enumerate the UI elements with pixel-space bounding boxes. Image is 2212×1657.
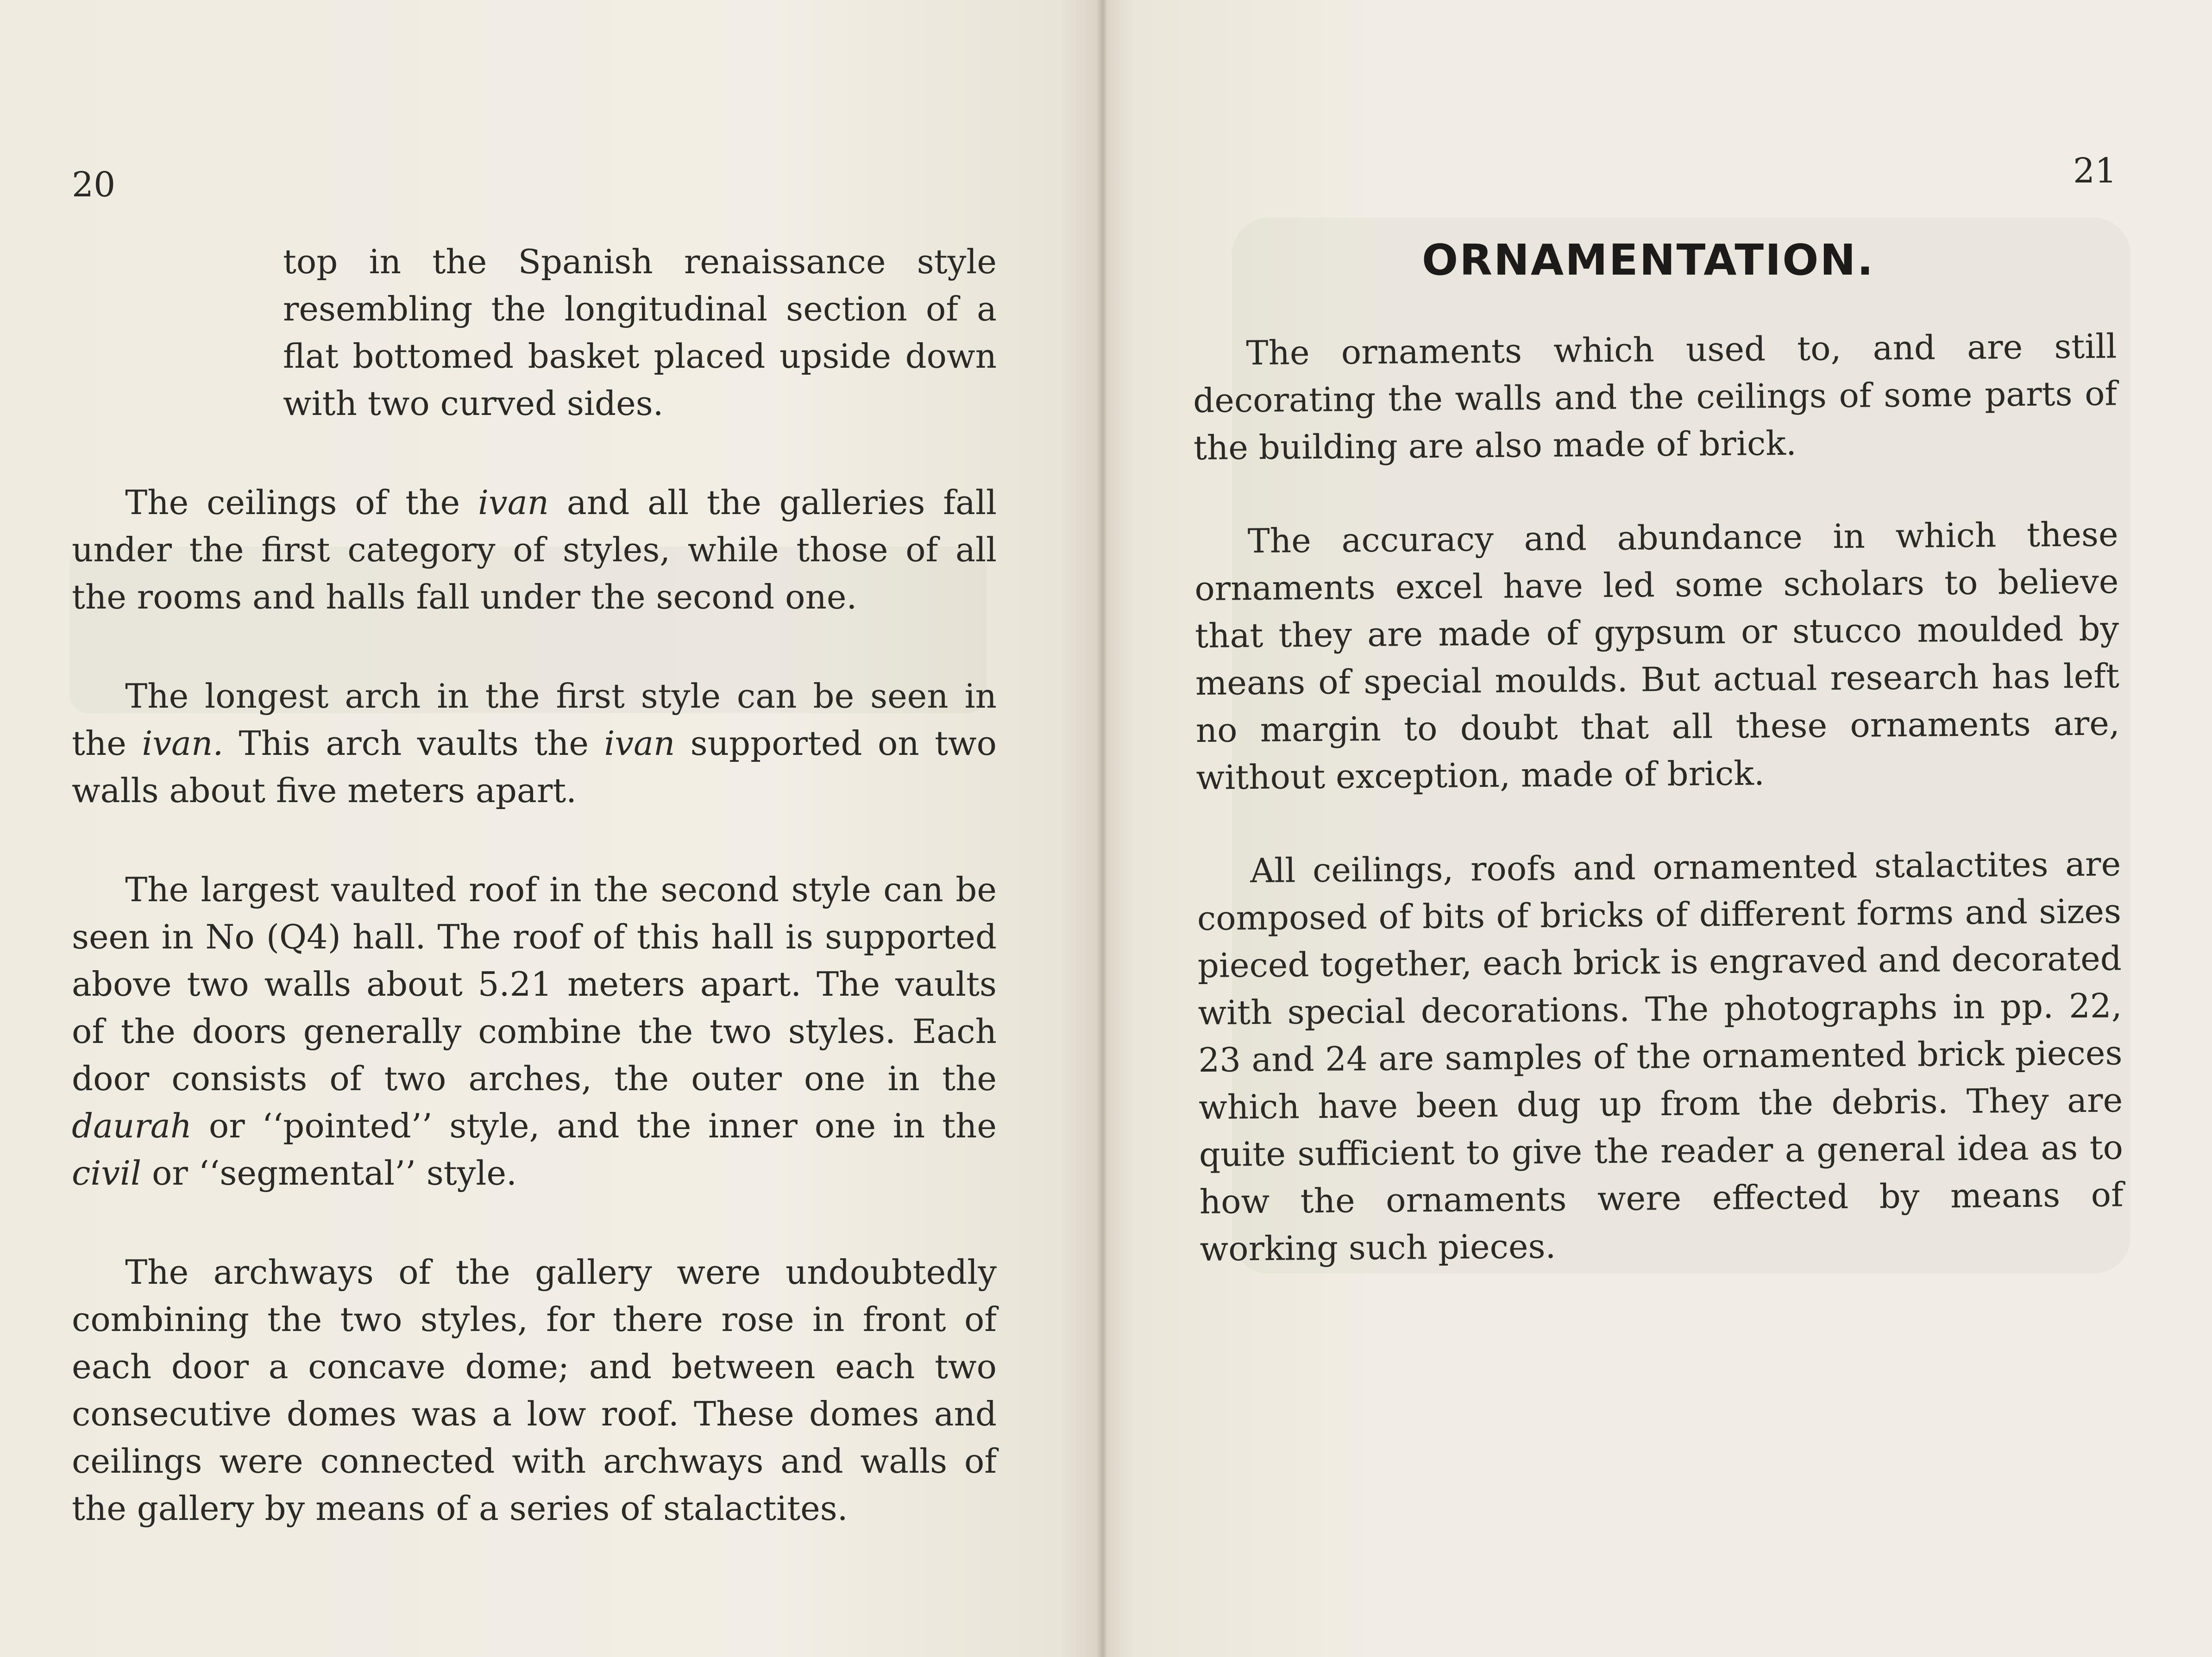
left-page	[0, 0, 1102, 1657]
text-run: The accuracy and abundance in which these ornaments excel have led some scholars to believe that they are made of gypsum or stucco moulded by means of special moulds. But actual research has left no margin to doubt that all these ornaments are, without exception, made of brick.	[1194, 515, 2120, 797]
text-run: The archways of the gallery were undoubtedly combining the two styles, for there rose in front of each door a concave dome; and between each two consecutive domes was a low roof. These domes and ceilings were connected with archways and walls of the gallery by means of a series of stalactites.	[72, 1253, 997, 1528]
paragraph	[72, 866, 997, 1197]
text-run: The ceilings of the	[125, 483, 478, 522]
book-gutter	[1097, 0, 1108, 1657]
text-run: The ornaments which used to, and are still decorating the walls and the ceilings of some parts of the building are also made of brick.	[1193, 326, 2118, 467]
text-run: All ceilings, roofs and ornamented stalactites are composed of bits of bricks of different forms and sizes pieced together, each brick is engraved and decorated with special decorations. The photographs in pp. 22, 23 and 24 are samples of the ornamented brick pieces which have been dug up from the debris. They are quite sufficient to give the reader a general idea as to how the ornaments were effected by means of working such pieces.	[1197, 844, 2124, 1268]
right-page-body	[1193, 322, 2124, 1319]
text-run-italic: ivan	[478, 483, 549, 522]
text-run: This arch vaults the	[223, 724, 604, 763]
right-page	[1102, 0, 2212, 1657]
paragraph	[1194, 510, 2120, 801]
page-number-left: 20	[72, 165, 116, 205]
text-run-italic: daurah	[72, 1106, 192, 1145]
paragraph	[1193, 322, 2118, 471]
text-run: top in the Spanish renaissance style resembling the longitudinal section of a flat bottomed basket placed upside down with two curved sides.	[283, 242, 997, 423]
paragraph	[283, 238, 997, 427]
text-run-italic: ivan	[604, 724, 675, 763]
paragraph	[72, 672, 997, 814]
page-number-right: 21	[2073, 151, 2117, 191]
section-heading: ORNAMENTATION.	[1422, 235, 1875, 285]
text-run: or ‘‘pointed’’ style, and the inner one in the	[192, 1106, 997, 1145]
left-page-body	[72, 238, 997, 1584]
text-run-italic: ivan.	[142, 724, 224, 763]
text-run: or ‘‘segmental’’ style.	[141, 1154, 517, 1193]
paragraph	[1197, 840, 2124, 1273]
text-run: The largest vaulted roof in the second style can be seen in No (Q4) hall. The roof of this hall is supported above two walls about 5.21 meters apart. The vaults of the doors generally combine the two styles. Each door consists of two arches, the outer one in the	[72, 870, 997, 1098]
text-run: and all the galleries fall under the first category of styles, while those of all the rooms and halls fall under the second one.	[72, 483, 997, 616]
text-run-italic: civil	[72, 1154, 142, 1193]
paragraph	[72, 1249, 997, 1532]
paragraph	[72, 479, 997, 621]
text-run: supported on two walls about five meters apart.	[72, 724, 997, 810]
text-run: The longest arch in the first style can be seen in the	[72, 677, 997, 763]
